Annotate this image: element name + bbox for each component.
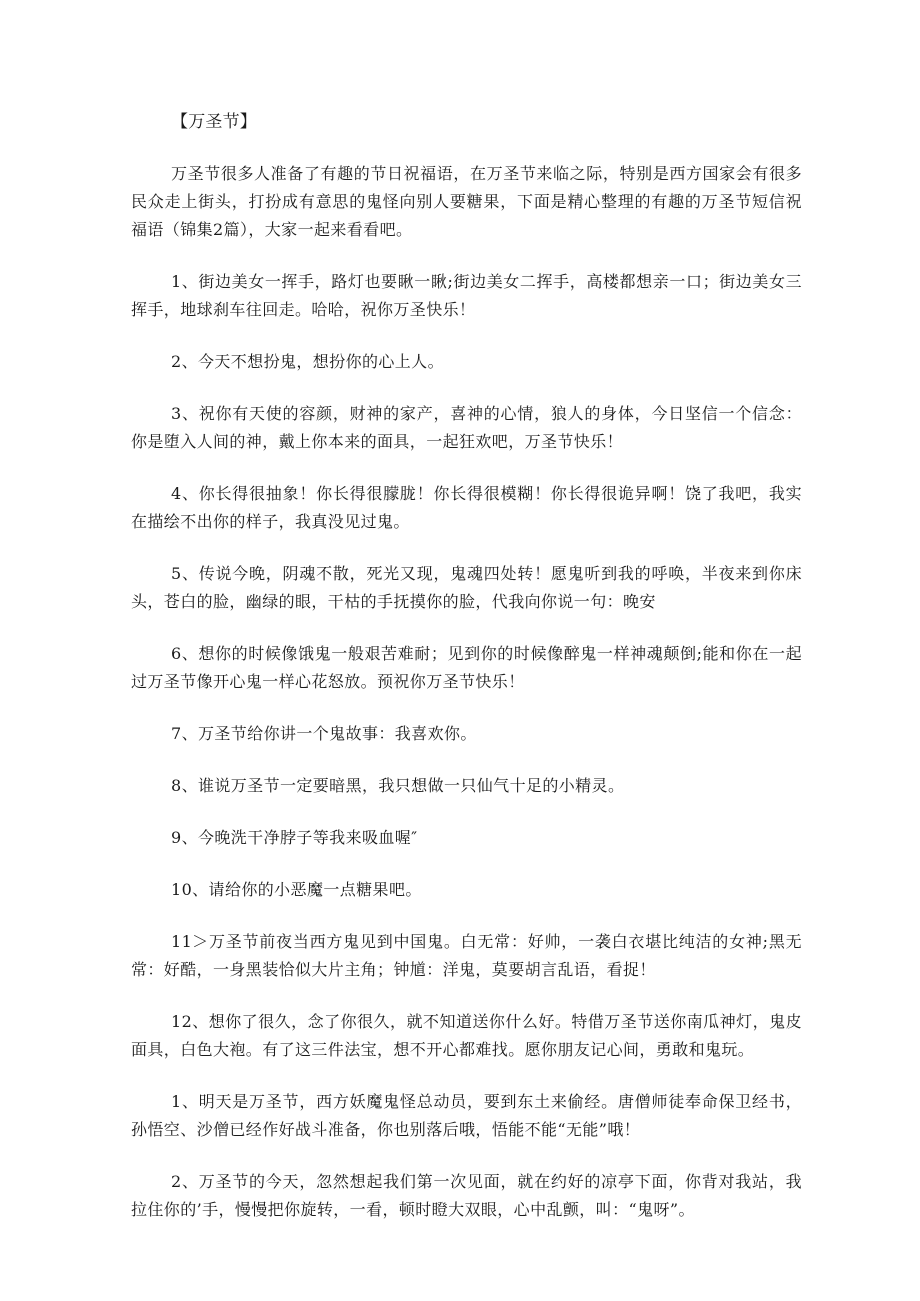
blessing-item-5: 5、传说今晚，阴魂不散，死光又现，鬼魂四处转！愿鬼听到我的呼唤，半夜来到你床头，苍白的脸，幽绿的眼，干枯的手抚摸你的脸，代我向你说一句：晚安 bbox=[131, 564, 802, 611]
blessing-item-11: 11＞万圣节前夜当西方鬼见到中国鬼。白无常：好帅，一袭白衣堪比纯洁的女神;黑无常：好酷，一身黑装恰似大片主角；钟馗：洋鬼，莫要胡言乱语，看捉！ bbox=[131, 932, 802, 979]
intro-paragraph: 万圣节很多人准备了有趣的节日祝福语，在万圣节来临之际，特别是西方国家会有很多民众走上街头，打扮成有意思的鬼怪向别人要糖果，下面是精心整理的有趣的万圣节短信祝福语（锦集2篇），大家一起来看看吧。 bbox=[131, 164, 802, 239]
blessing-item-4: 4、你长得很抽象！你长得很朦胧！你长得很模糊！你长得很诡异啊！饶了我吧，我实在描绘不出你的样子，我真没见过鬼。 bbox=[131, 484, 802, 531]
blessing-item-2: 2、今天不想扮鬼，想扮你的心上人。 bbox=[171, 352, 444, 371]
blessing-item-6: 6、想你的时候像饿鬼一般艰苦难耐；见到你的时候像醉鬼一样神魂颠倒;能和你在一起过万圣节像开心鬼一样心花怒放。预祝你万圣节快乐！ bbox=[131, 644, 802, 691]
blessing-item-second-2: 2、万圣节的今天，忽然想起我们第一次见面，就在约好的凉亭下面，你背对我站，我拉住你的’手，慢慢把你旋转，一看，顿时瞪大双眼，心中乱颤，叫：“鬼呀”。 bbox=[131, 1172, 802, 1219]
blessing-item-12: 12、想你了很久，念了你很久，就不知道送你什么好。特借万圣节送你南瓜神灯，鬼皮面具，白色大袍。有了这三件法宝，想不开心都难找。愿你朋友记心间，勇敢和鬼玩。 bbox=[131, 1012, 802, 1059]
blessing-item-7: 7、万圣节给你讲一个鬼故事：我喜欢你。 bbox=[171, 724, 477, 743]
document-title: 【万圣节】 bbox=[171, 112, 257, 132]
blessing-item-8: 8、谁说万圣节一定要暗黑，我只想做一只仙气十足的小精灵。 bbox=[171, 776, 625, 795]
blessing-item-9: 9、今晚洗干净脖子等我来吸血喔″ bbox=[171, 828, 418, 847]
blessing-item-10: 10、请给你的小恶魔一点糖果吧。 bbox=[171, 880, 422, 899]
blessing-item-1: 1、街边美女一挥手，路灯也要瞅一瞅;街边美女二挥手，高楼都想亲一口；街边美女三挥手，地球刹车往回走。哈哈，祝你万圣快乐！ bbox=[131, 272, 802, 319]
blessing-item-second-1: 1、明天是万圣节，西方妖魔鬼怪总动员，要到东土来偷经。唐僧师徒奉命保卫经书，孙悟空、沙僧已经作好战斗准备，你也别落后哦，悟能不能“无能”哦！ bbox=[131, 1092, 802, 1139]
blessing-item-3: 3、祝你有天使的容颜，财神的家产，喜神的心情，狼人的身体，今日坚信一个信念：你是堕入人间的神，戴上你本来的面具，一起狂欢吧，万圣节快乐！ bbox=[131, 404, 802, 451]
